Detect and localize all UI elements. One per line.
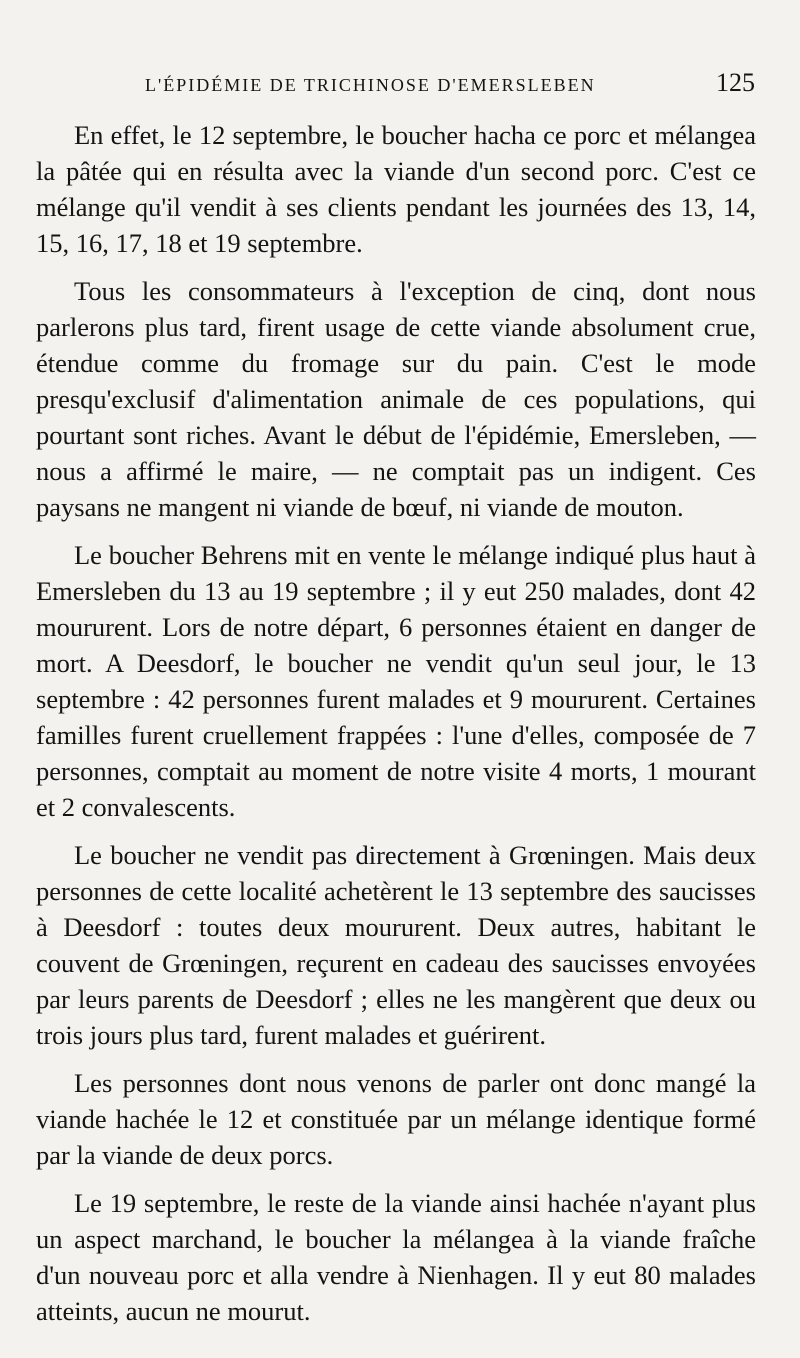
paragraph-1: En effet, le 12 septembre, le boucher hacha ce porc et mélangea la pâtée qui en résulta avec la viande d'un second porc. C'est ce mélange qu'il vendit à ses clients pendant les journées des 13, 14, 15, 16, 17, 18 et 19 septembre. bbox=[36, 120, 756, 258]
body-text bbox=[36, 117, 756, 1341]
page-number: 125 bbox=[716, 68, 755, 97]
paragraph-6: Le 19 septembre, le reste de la viande ainsi hachée n'ayant plus un aspect marchand, le boucher la mélangea à la viande fraîche d'un nouveau porc et alla vendre à Nienhagen. Il y eut 80 malades atteints, aucun ne mourut. bbox=[36, 1188, 756, 1326]
running-title: L'ÉPIDÉMIE DE TRICHINOSE D'EMERSLEBEN bbox=[145, 75, 596, 95]
running-head bbox=[145, 68, 755, 98]
paragraph-2: Tous les consommateurs à l'exception de cinq, dont nous parlerons plus tard, firent usage de cette viande absolument crue, étendue comme du fromage sur du pain. C'est le mode presqu'exclusif d'alimentation animale de ces populations, qui pourtant sont riches. Avant le début de l'épidémie, Emersleben, — nous a affirmé le maire, — ne comptait pas un indigent. Ces paysans ne mangent ni viande de bœuf, ni viande de mouton. bbox=[36, 276, 756, 522]
paragraph-3: Le boucher Behrens mit en vente le mélange indiqué plus haut à Emersleben du 13 au 19 septembre ; il y eut 250 malades, dont 42 moururent. Lors de notre départ, 6 personnes étaient en danger de mort. A Deesdorf, le boucher ne vendit qu'un seul jour, le 13 septembre : 42 personnes furent malades et 9 moururent. Certaines familles furent cruellement frappées : l'une d'elles, composée de 7 personnes, comptait au moment de notre visite 4 morts, 1 mourant et 2 convalescents. bbox=[36, 540, 756, 822]
paragraph-5: Les personnes dont nous venons de parler ont donc mangé la viande hachée le 12 et constituée par un mélange identique formé par la viande de deux porcs. bbox=[36, 1068, 756, 1170]
paragraph-4: Le boucher ne vendit pas directement à Grœningen. Mais deux personnes de cette localité achetèrent le 13 septembre des saucisses à Deesdorf : toutes deux moururent. Deux autres, habitant le couvent de Grœningen, reçurent en cadeau des saucisses envoyées par leurs parents de Deesdorf ; elles ne les mangèrent que deux ou trois jours plus tard, furent malades et guérirent. bbox=[36, 840, 756, 1050]
